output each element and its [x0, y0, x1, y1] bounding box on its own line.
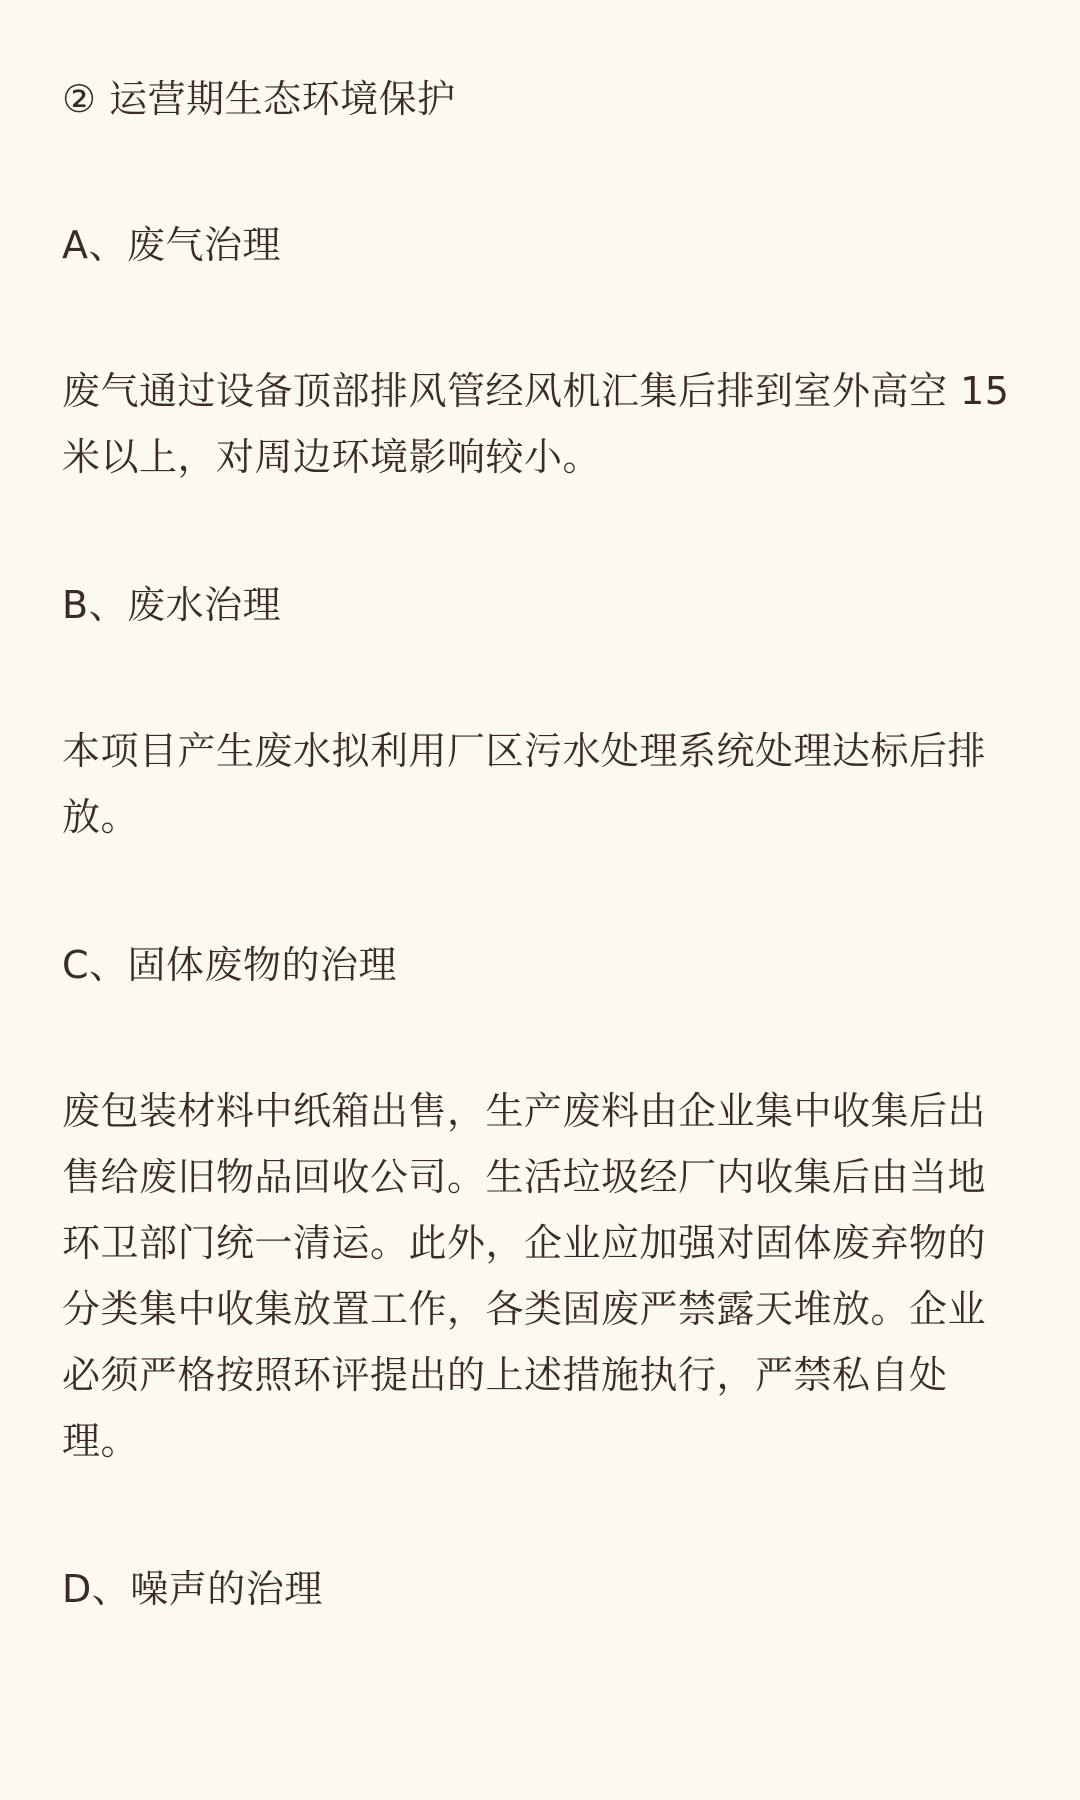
item-heading-b: B、废水治理: [62, 583, 282, 627]
section-title: ② 运营期生态环境保护: [62, 77, 456, 121]
item-body-a: 废气通过设备顶部排风管经风机汇集后排到室外高空 15 米以上，对周边环境影响较小。: [62, 369, 1010, 479]
item-heading-d: D、噪声的治理: [62, 1567, 323, 1611]
item-heading-c: C、固体废物的治理: [62, 943, 398, 987]
item-heading-a: A、废气治理: [62, 223, 281, 267]
item-body-b: 本项目产生废水拟利用厂区污水处理系统处理达标后排放。: [62, 729, 987, 839]
item-body-c: 废包装材料中纸箱出售，生产废料由企业集中收集后出售给废旧物品回收公司。生活垃圾经厂内收集后由当地环卫部门统一清运。此外，企业应加强对固体废弃物的分类集中收集放置工作，各类固废严禁露天堆放。企业必须严格按照环评提出的上述措施执行，严禁私自处理。: [62, 1089, 987, 1463]
